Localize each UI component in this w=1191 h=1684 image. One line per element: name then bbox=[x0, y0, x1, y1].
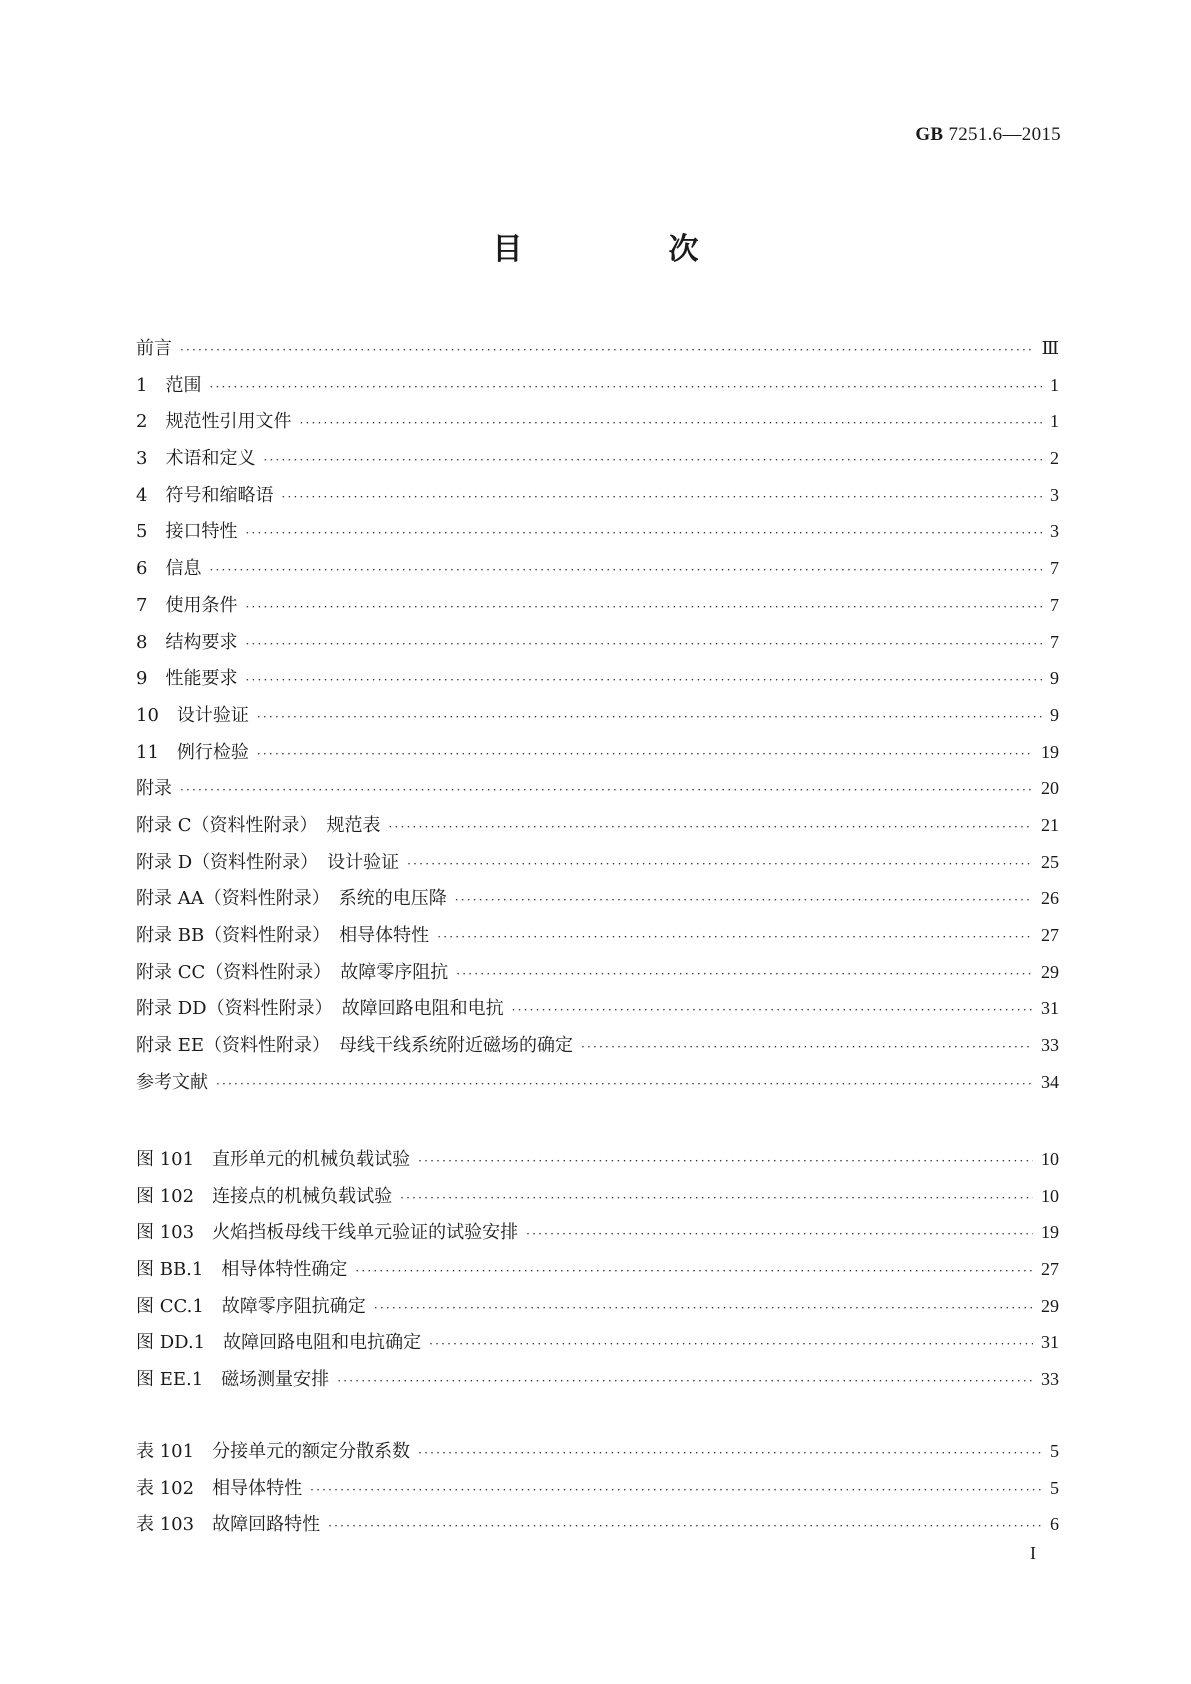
standard-prefix: GB bbox=[915, 124, 944, 145]
toc-entry-label: 附录 bbox=[136, 778, 172, 800]
toc-entry-label: 附录 AA（资料性附录） 系统的电压降 bbox=[136, 888, 447, 910]
toc-entry-label: 4 符号和缩略语 bbox=[136, 484, 274, 506]
toc-entry-label: 附录 BB（资料性附录） 相导体特性 bbox=[136, 925, 430, 946]
toc-entry[interactable] bbox=[136, 697, 1059, 734]
figure-entry-label: 图 EE.1 磁场测量安排 bbox=[136, 1369, 330, 1391]
figure-entry[interactable] bbox=[136, 1361, 1059, 1398]
toc-leader-dots bbox=[389, 809, 1034, 846]
toc-entry-page: 1 bbox=[1050, 374, 1059, 395]
toc-entry-label: 5 接口特性 bbox=[136, 521, 238, 543]
toc-leader-dots bbox=[512, 992, 1033, 1029]
toc-entry-page: 26 bbox=[1041, 888, 1059, 909]
toc-entry-page: 9 bbox=[1050, 668, 1059, 689]
toc-entry-page: 21 bbox=[1041, 814, 1059, 835]
toc-leader-dots bbox=[245, 662, 1042, 699]
toc-leader-dots bbox=[418, 1143, 1033, 1180]
toc-leader-dots bbox=[337, 1363, 1033, 1400]
toc-figures-list bbox=[136, 1141, 1059, 1398]
toc-entry-page: 7 bbox=[1050, 594, 1059, 615]
toc-entry-page: 3 bbox=[1050, 521, 1059, 542]
toc-entry[interactable] bbox=[136, 807, 1059, 844]
table-entry-page: 6 bbox=[1050, 1514, 1059, 1535]
toc-entry-label: 3 术语和定义 bbox=[136, 448, 256, 470]
toc-entry-page: 1 bbox=[1050, 411, 1059, 432]
toc-entry-page: 9 bbox=[1050, 704, 1059, 725]
toc-leader-dots bbox=[180, 772, 1033, 809]
toc-entry[interactable] bbox=[136, 513, 1059, 550]
toc-entry[interactable] bbox=[136, 624, 1059, 661]
toc-entry[interactable] bbox=[136, 330, 1059, 367]
standard-code bbox=[915, 124, 1061, 146]
toc-entry-page: 29 bbox=[1041, 961, 1059, 982]
toc-entry-label: 6 信息 bbox=[136, 558, 202, 580]
figure-entry[interactable] bbox=[136, 1324, 1059, 1361]
figure-entry-label: 图 101 直形单元的机械负载试验 bbox=[136, 1149, 411, 1170]
figure-entry-page: 19 bbox=[1041, 1222, 1059, 1243]
toc-entry-label: 9 性能要求 bbox=[136, 668, 238, 690]
toc-entry[interactable] bbox=[136, 880, 1059, 917]
toc-entry-page: 2 bbox=[1050, 448, 1059, 469]
toc-leader-dots bbox=[299, 405, 1042, 442]
figure-entry[interactable] bbox=[136, 1288, 1059, 1325]
table-entry-label: 表 101 分接单元的额定分散系数 bbox=[136, 1441, 411, 1462]
toc-entry-page: 20 bbox=[1041, 778, 1059, 799]
toc-entry-label: 参考文献 bbox=[136, 1071, 208, 1093]
toc-entry-label: 附录 DD（资料性附录） 故障回路电阻和电抗 bbox=[136, 998, 504, 1020]
toc-entry[interactable] bbox=[136, 954, 1059, 991]
toc-entry[interactable] bbox=[136, 1064, 1059, 1101]
toc-entry-page: 19 bbox=[1041, 741, 1059, 762]
figure-entry-label: 图 DD.1 故障回路电阻和电抗确定 bbox=[136, 1332, 422, 1354]
toc-entry[interactable] bbox=[136, 844, 1059, 881]
toc-entry[interactable] bbox=[136, 770, 1059, 807]
table-entry[interactable] bbox=[136, 1470, 1059, 1507]
toc-leader-dots bbox=[374, 1290, 1033, 1327]
toc-entry[interactable] bbox=[136, 440, 1059, 477]
toc-leader-dots bbox=[310, 1472, 1042, 1509]
figure-entry-page: 27 bbox=[1041, 1259, 1059, 1280]
toc-leader-dots bbox=[257, 736, 1033, 773]
figure-entry[interactable] bbox=[136, 1251, 1059, 1288]
toc-entry-page: 34 bbox=[1041, 1071, 1059, 1092]
toc-leader-dots bbox=[456, 956, 1033, 993]
toc-entry[interactable] bbox=[136, 660, 1059, 697]
toc-leader-dots bbox=[418, 1435, 1042, 1472]
toc-leader-dots bbox=[180, 332, 1034, 369]
figure-entry-label: 图 CC.1 故障零序阻抗确定 bbox=[136, 1295, 366, 1317]
toc-entry-label: 附录 D（资料性附录） 设计验证 bbox=[136, 851, 400, 873]
toc-leader-dots bbox=[328, 1508, 1042, 1545]
toc-entry-label: 附录 EE（资料性附录） 母线干线系统附近磁场的确定 bbox=[136, 1035, 573, 1057]
figure-entry[interactable] bbox=[136, 1141, 1059, 1178]
toc-entry[interactable] bbox=[136, 367, 1059, 404]
toc-leader-dots bbox=[281, 479, 1042, 516]
table-entry-label: 表 103 故障回路特性 bbox=[136, 1514, 321, 1536]
toc-entry-page: 3 bbox=[1050, 484, 1059, 505]
figure-entry[interactable] bbox=[136, 1178, 1059, 1215]
toc-entry-label: 7 使用条件 bbox=[136, 594, 238, 616]
figure-entry-label: 图 103 火焰挡板母线干线单元验证的试验安排 bbox=[136, 1222, 519, 1244]
toc-entry[interactable] bbox=[136, 403, 1059, 440]
toc-entry-label: 11 例行检验 bbox=[136, 741, 249, 763]
toc-entry-page: 33 bbox=[1041, 1035, 1059, 1056]
figure-entry-page: 31 bbox=[1041, 1332, 1059, 1353]
toc-main-list bbox=[136, 330, 1059, 1100]
standard-number: 7251.6—2015 bbox=[948, 124, 1061, 145]
figure-entry-page: 33 bbox=[1041, 1369, 1059, 1390]
toc-entry[interactable] bbox=[136, 550, 1059, 587]
figure-entry-page: 10 bbox=[1041, 1149, 1059, 1169]
toc-entry[interactable] bbox=[136, 1027, 1059, 1064]
figure-entry-page: 29 bbox=[1041, 1295, 1059, 1316]
toc-leader-dots bbox=[209, 369, 1042, 406]
figure-entry-label: 图 BB.1 相导体特性确定 bbox=[136, 1259, 348, 1281]
toc-entry[interactable] bbox=[136, 477, 1059, 514]
toc-leader-dots bbox=[581, 1029, 1033, 1066]
table-entry[interactable] bbox=[136, 1433, 1059, 1470]
toc-leader-dots bbox=[355, 1253, 1033, 1290]
toc-tables-list bbox=[136, 1433, 1059, 1543]
toc-entry-label: 1 范围 bbox=[136, 374, 202, 396]
toc-entry[interactable] bbox=[136, 917, 1059, 954]
toc-leader-dots bbox=[257, 699, 1042, 736]
table-entry[interactable] bbox=[136, 1506, 1059, 1543]
toc-entry-page: 31 bbox=[1041, 998, 1059, 1019]
table-entry-page: 5 bbox=[1050, 1441, 1059, 1461]
figure-entry-label: 图 102 连接点的机械负载试验 bbox=[136, 1185, 393, 1207]
figure-entry[interactable] bbox=[136, 1214, 1059, 1251]
toc-entry-page: 27 bbox=[1041, 925, 1059, 945]
toc-leader-dots bbox=[209, 552, 1042, 589]
toc-leader-dots bbox=[263, 442, 1042, 479]
toc-entry-label: 前言 bbox=[136, 338, 172, 359]
toc-entry[interactable] bbox=[136, 734, 1059, 771]
toc-entry-page: Ⅲ bbox=[1041, 338, 1059, 358]
toc-leader-dots bbox=[526, 1216, 1033, 1253]
toc-entry-page: 7 bbox=[1050, 558, 1059, 579]
toc-leader-dots bbox=[437, 919, 1033, 956]
table-entry-label: 表 102 相导体特性 bbox=[136, 1477, 303, 1499]
toc-leader-dots bbox=[216, 1066, 1033, 1103]
toc-entry-label: 8 结构要求 bbox=[136, 631, 238, 653]
toc-entry-page: 25 bbox=[1041, 851, 1059, 872]
toc-entry[interactable] bbox=[136, 990, 1059, 1027]
toc-leader-dots bbox=[245, 515, 1042, 552]
table-entry-page: 5 bbox=[1050, 1477, 1059, 1498]
toc-entry-page: 7 bbox=[1050, 631, 1059, 652]
toc-entry-label: 2 规范性引用文件 bbox=[136, 411, 292, 433]
toc-leader-dots bbox=[400, 1180, 1033, 1217]
toc-entry-label: 附录 CC（资料性附录） 故障零序阻抗 bbox=[136, 961, 449, 983]
toc-entry[interactable] bbox=[136, 587, 1059, 624]
figure-entry-page: 10 bbox=[1041, 1185, 1059, 1206]
page-title: 目 次 bbox=[492, 232, 757, 267]
toc-leader-dots bbox=[455, 882, 1033, 919]
page-number: I bbox=[1030, 1543, 1036, 1563]
toc-leader-dots bbox=[429, 1326, 1033, 1363]
toc-entry-label: 10 设计验证 bbox=[136, 704, 249, 726]
toc-leader-dots bbox=[245, 589, 1042, 626]
toc-leader-dots bbox=[245, 626, 1042, 663]
toc-entry-label: 附录 C（资料性附录） 规范表 bbox=[136, 814, 381, 836]
toc-leader-dots bbox=[407, 846, 1033, 883]
